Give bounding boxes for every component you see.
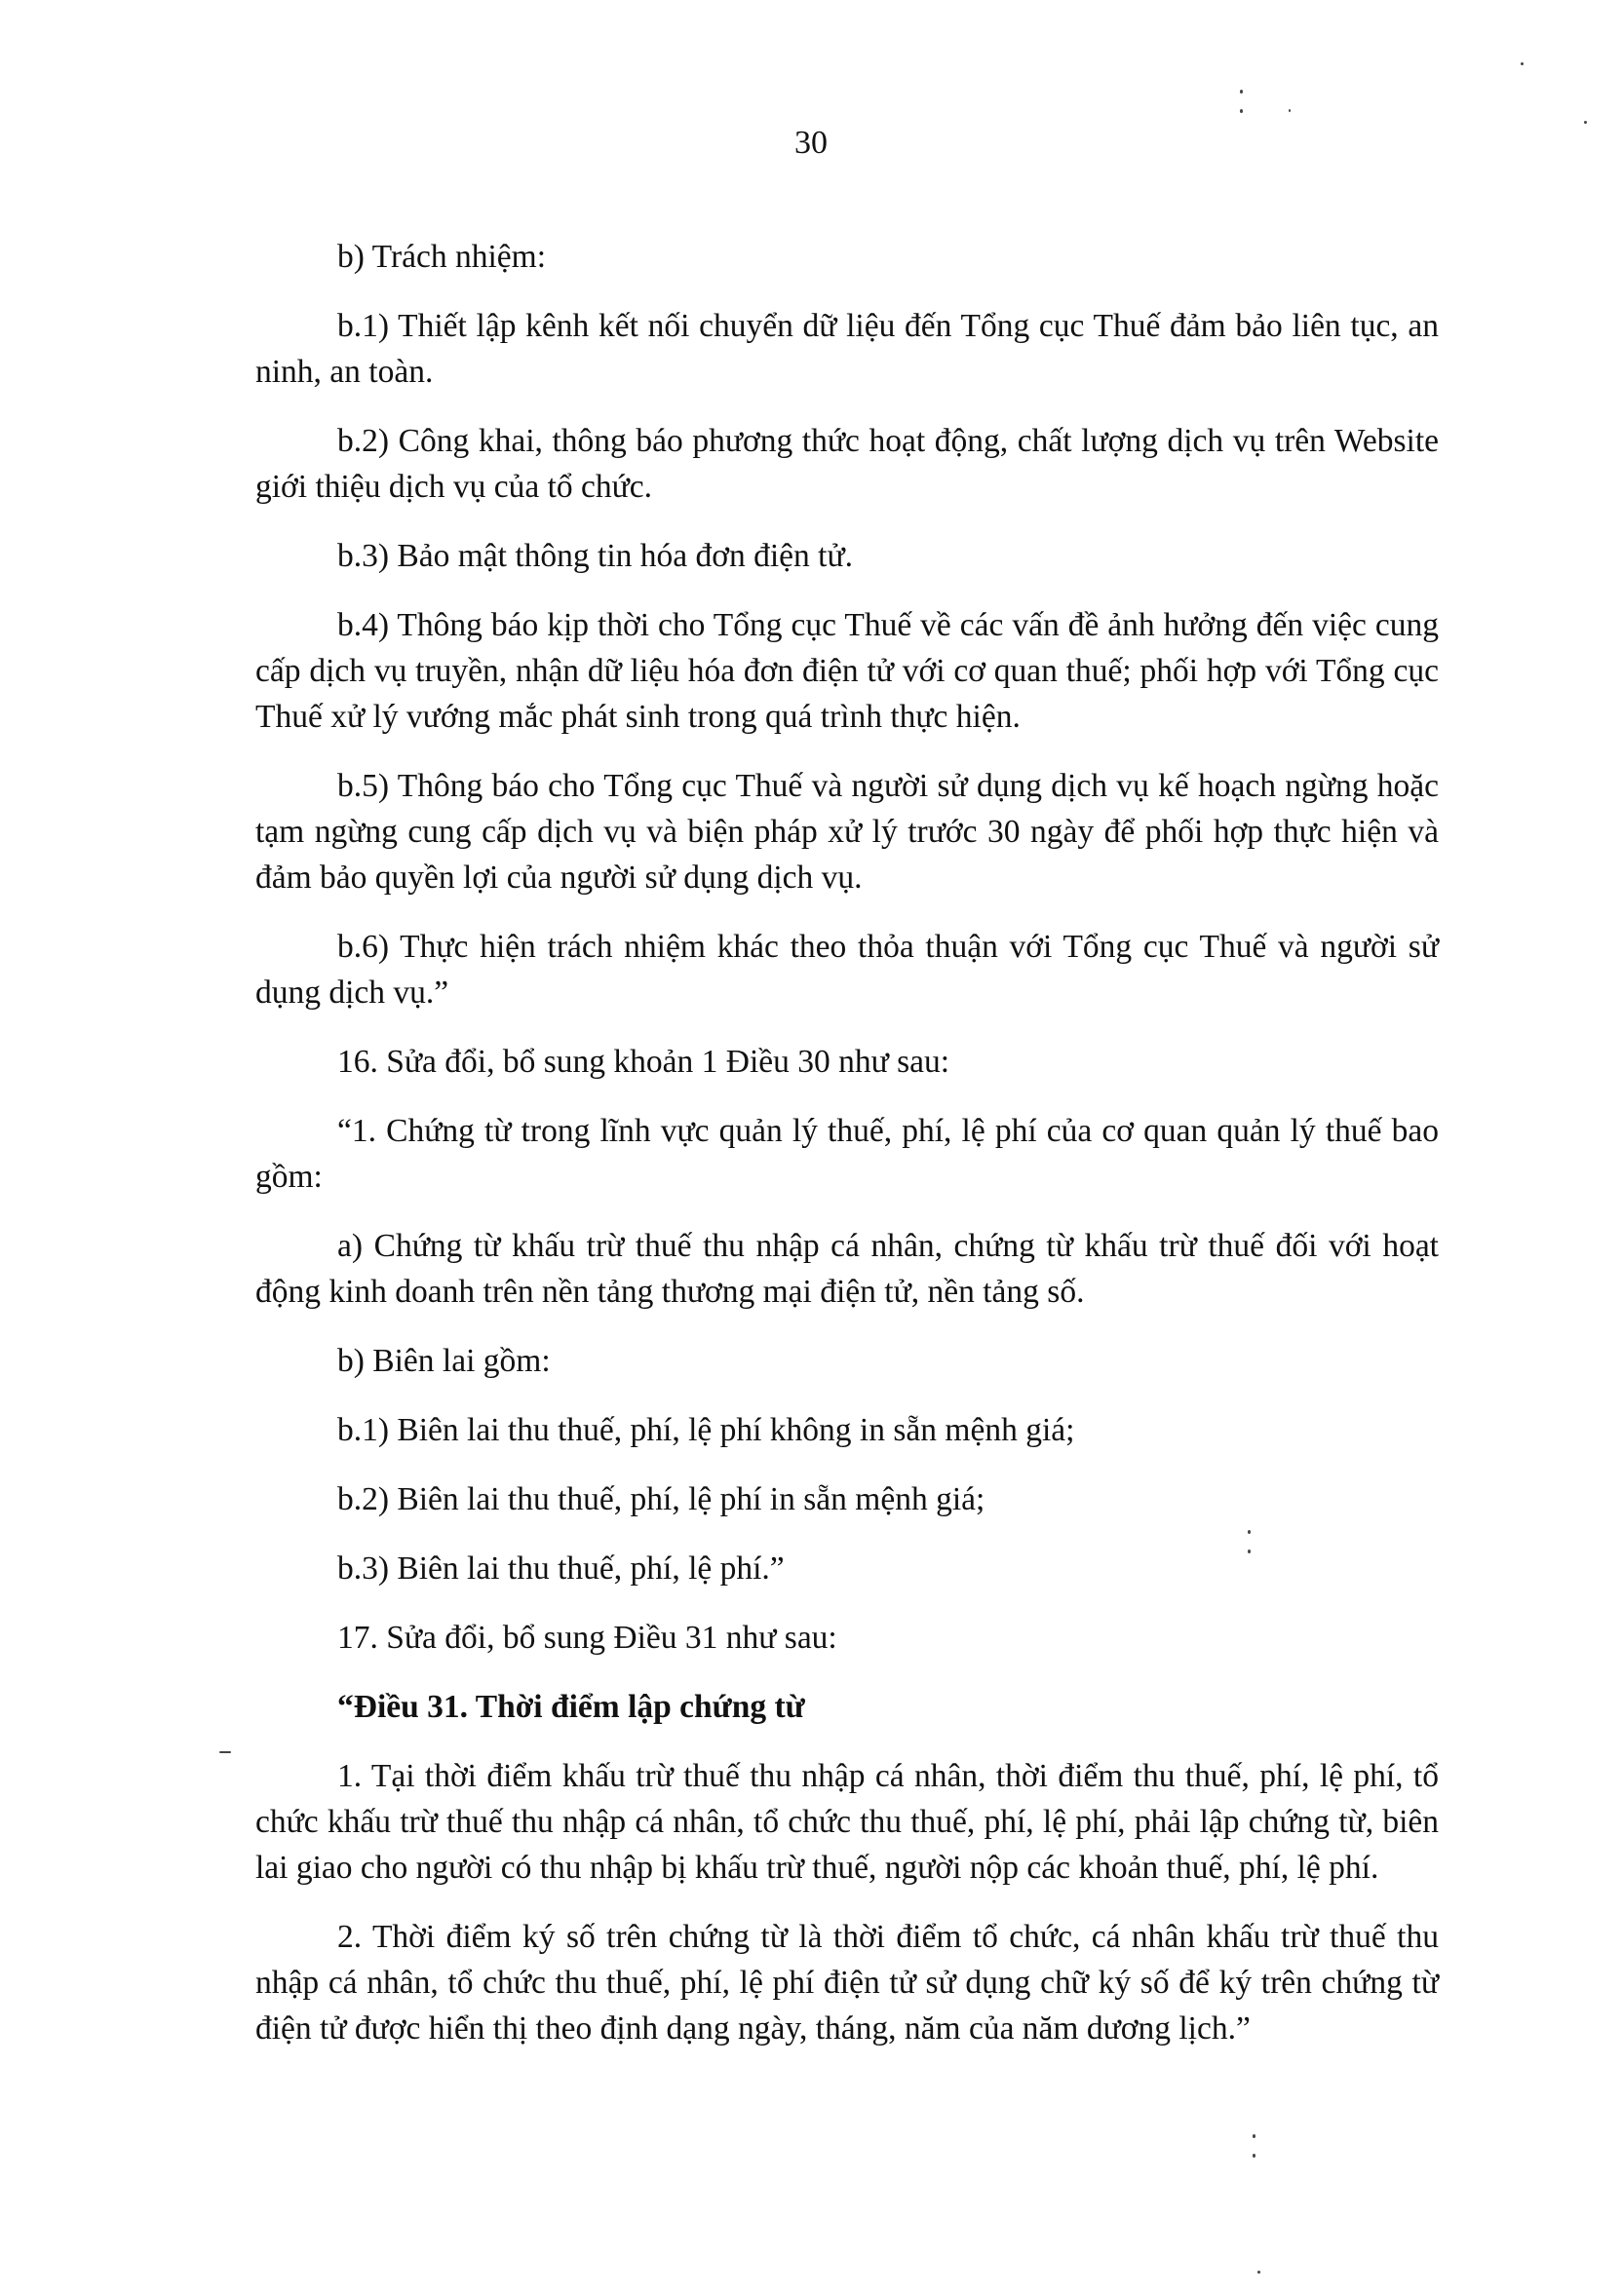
page-number: 30 — [794, 125, 828, 161]
paragraph-b2: b.2) Công khai, thông báo phương thức hoạt động, chất lượng dịch vụ trên Website giới thiệu dịch vụ của tổ chức. — [255, 423, 1439, 505]
paragraph-b5: b.5) Thông báo cho Tổng cục Thuế và người sử dụng dịch vụ kế hoạch ngừng hoặc tạm ngừng cung cấp dịch vụ và biện pháp xử lý trước 30 ngày để phối hợp thực hiện và đảm bảo quyền lợi của người sử dụng dịch vụ. — [255, 768, 1439, 896]
paragraph-article-31-clause-2: 2. Thời điểm ký số trên chứng từ là thời điểm tổ chức, cá nhân khấu trừ thuế thu nhập cá nhân, tổ chức thu thuế, phí, lệ phí điện tử sử dụng chữ ký số để ký trên chứng từ điện tử được hiển thị theo định dạng ngày, tháng, năm của năm dương lịch.” — [255, 1919, 1439, 2047]
scan-speck — [1257, 2271, 1260, 2274]
paragraph-item-16: 16. Sửa đổi, bổ sung khoản 1 Điều 30 như sau: — [337, 1044, 950, 1080]
scan-speck — [1253, 2154, 1255, 2158]
paragraph-b4: b.4) Thông báo kịp thời cho Tổng cục Thuế về các vấn đề ảnh hưởng đến việc cung cấp dịch vụ truyền, nhận dữ liệu hóa đơn điện tử với cơ quan thuế; phối hợp với Tổng cục Thuế xử lý vướng mắc phát sinh trong quá trình thực hiện. — [255, 607, 1439, 735]
article-31-heading: “Điều 31. Thời điểm lập chứng từ — [337, 1689, 805, 1725]
scan-speck — [1584, 121, 1587, 124]
paragraph-receipt-b3: b.3) Biên lai thu thuế, phí, lệ phí.” — [337, 1550, 785, 1587]
document-body — [255, 234, 1439, 2075]
scan-speck — [1253, 2134, 1255, 2138]
paragraph-responsibility-heading: b) Trách nhiệm: — [337, 239, 547, 275]
scan-speck — [219, 1751, 231, 1753]
paragraph-clause-a: a) Chứng từ khấu trừ thuế thu nhập cá nhân, chứng từ khấu trừ thuế đối với hoạt động kinh doanh trên nền tảng thương mại điện tử, nền tảng số. — [255, 1228, 1439, 1310]
paragraph-clause-1: “1. Chứng từ trong lĩnh vực quản lý thuế, phí, lệ phí của cơ quan quản lý thuế bao gồm: — [255, 1113, 1439, 1195]
scan-speck — [1521, 62, 1524, 65]
paragraph-b6: b.6) Thực hiện trách nhiệm khác theo thỏa thuận với Tổng cục Thuế và người sử dụng dịch vụ.” — [255, 929, 1439, 1011]
paragraph-receipts-heading: b) Biên lai gồm: — [337, 1343, 551, 1379]
paragraph-article-31-clause-1: 1. Tại thời điểm khấu trừ thuế thu nhập cá nhân, thời điểm thu thuế, phí, lệ phí, tổ chức khấu trừ thuế thu nhập cá nhân, tổ chức thu thuế, phí, lệ phí, phải lập chứng từ, biên lai giao cho người có thu nhập bị khấu trừ thuế, người nộp các khoản thuế, phí, lệ phí. — [255, 1758, 1439, 1886]
paragraph-b3: b.3) Bảo mật thông tin hóa đơn điện tử. — [337, 538, 853, 574]
scan-speck — [1240, 109, 1243, 113]
scan-speck — [1240, 90, 1243, 94]
scan-speck — [1289, 109, 1291, 112]
paragraph-item-17: 17. Sửa đổi, bổ sung Điều 31 như sau: — [337, 1620, 837, 1656]
scan-speck — [1248, 1530, 1251, 1534]
paragraph-receipt-b2: b.2) Biên lai thu thuế, phí, lệ phí in sẵn mệnh giá; — [337, 1481, 985, 1517]
paragraph-receipt-b1: b.1) Biên lai thu thuế, phí, lệ phí không in sẵn mệnh giá; — [337, 1412, 1075, 1448]
scan-speck — [1248, 1550, 1251, 1553]
paragraph-b1: b.1) Thiết lập kênh kết nối chuyển dữ liệu đến Tổng cục Thuế đảm bảo liên tục, an ninh, an toàn. — [255, 308, 1439, 390]
